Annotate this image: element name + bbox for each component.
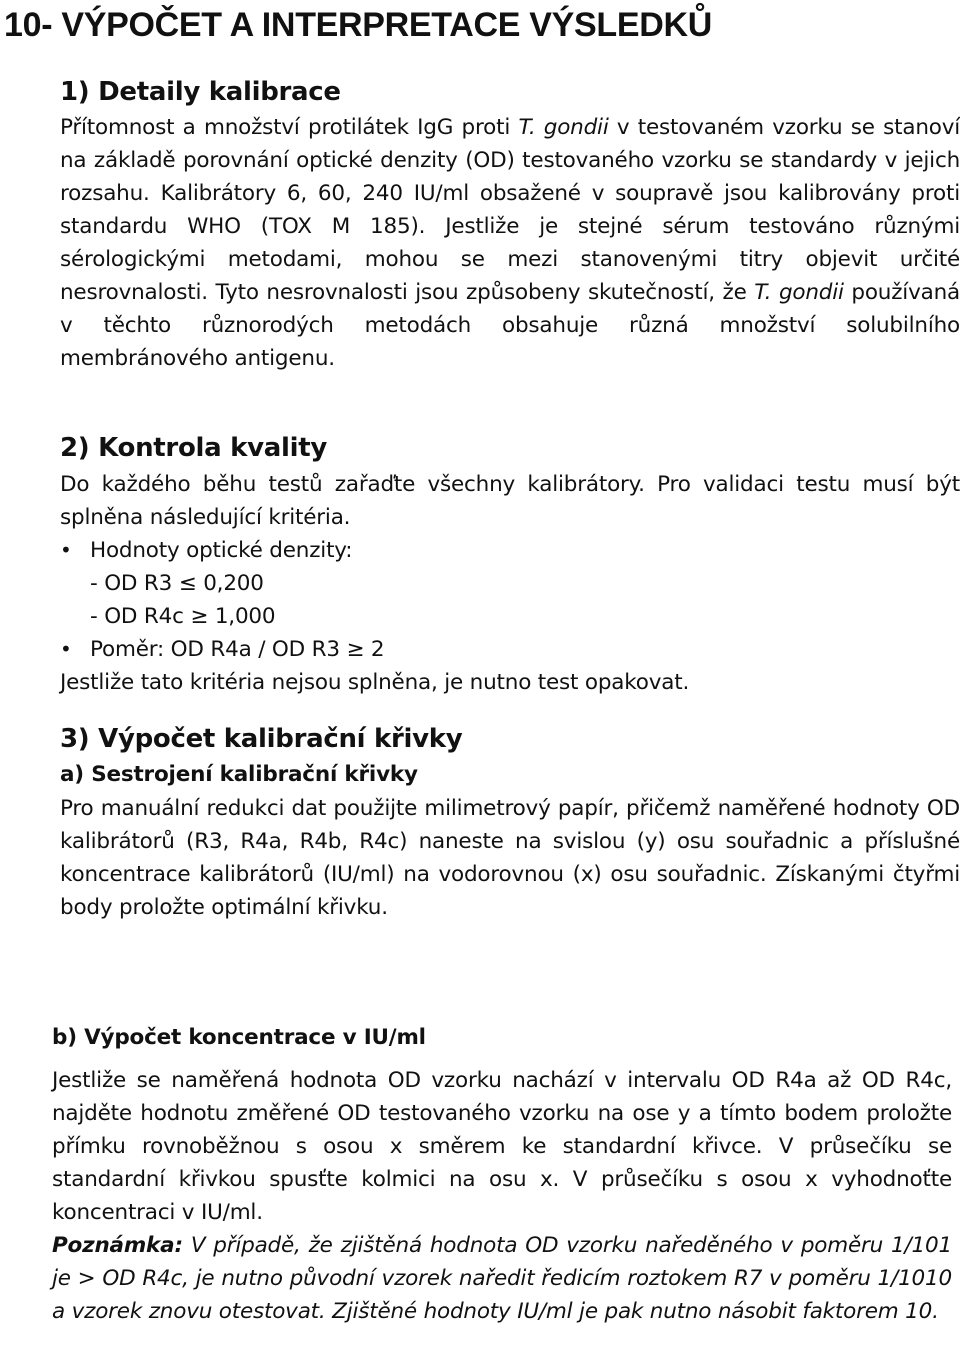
note-paragraph xyxy=(52,1229,952,1328)
paragraph-text: používaná v těchto různorodých metodách obsahuje různá množství solubilního membránového antigenu. xyxy=(60,280,960,371)
organism-name: T. gondii xyxy=(754,280,844,305)
section-3-heading: 3) Výpočet kalibrační křivky xyxy=(60,724,463,754)
paragraph-text: v testovaném vzorku se stanoví na základě porovnání optické denzity (OD) testovaného vzorku se standardy v jejich rozsahu. Kalibrátory 6, 60, 240 IU/ml obsažené v soupravě jsou kalibrovány proti standardu WHO (TOX M 185). Jestliže je stejné sérum testováno různými sérologickými metodami, mohou se mezi stanovenými titry objevit určité nesrovnalosti. Tyto nesrovnalosti jsou způsobeny skutečností, že xyxy=(60,115,960,305)
note-label: Poznámka: xyxy=(52,1233,183,1258)
bullet-od-values: Hodnoty optické denzity: xyxy=(90,538,353,563)
bullet-icon: • xyxy=(60,538,72,562)
section-1-heading: 1) Detaily kalibrace xyxy=(60,77,341,107)
bullet-ratio: Poměr: OD R4a / OD R3 ≥ 2 xyxy=(90,637,385,662)
subsection-b-heading: b) Výpočet koncentrace v IU/ml xyxy=(52,1025,426,1050)
section-2-closing: Jestliže tato kritéria nejsou splněna, je nutno test opakovat. xyxy=(60,670,690,695)
page-title: 10- VÝPOČET A INTERPRETACE VÝSLEDKŮ xyxy=(4,6,713,44)
subsection-b-text: Jestliže se naměřená hodnota OD vzorku nachází v intervalu OD R4a až OD R4c, najděte hodnotu změřené OD testovaného vzorku na ose y a tímto bodem proložte přímku rovnoběžnou s osou x směrem ke standardní křivce. V průsečíku se standardní křivkou spusťte kolmici na osu x. V průsečíku s osou x vyhodnoťte koncentraci v IU/ml. xyxy=(52,1068,952,1225)
subsection-a-text: Pro manuální redukci dat použijte milimetrový papír, přičemž naměřené hodnoty OD kalibrátorů (R3, R4a, R4b, R4c) naneste na svislou (y) osu souřadnic a příslušné koncentrace kalibrátorů (IU/ml) na vodorovnou (x) osu souřadnic. Získanými čtyřmi body proložte optimální křivku. xyxy=(60,796,960,920)
criterion-r4c: - OD R4c ≥ 1,000 xyxy=(90,604,276,629)
organism-name: T. gondii xyxy=(518,115,609,140)
subsection-a-heading: a) Sestrojení kalibrační křivky xyxy=(60,762,418,787)
bullet-icon: • xyxy=(60,637,72,661)
paragraph-text: Přítomnost a množství protilátek IgG proti xyxy=(60,115,519,140)
note-text: V případě, že zjištěná hodnota OD vzorku naředěného v poměru 1/101 je > OD R4c, je nutno původní vzorek naředit ředicím roztokem R7 v poměru 1/1010 a vzorek znovu otestovat. Zjištěné hodnoty IU/ml je pak nutno násobit faktorem 10. xyxy=(52,1233,952,1324)
section-1-paragraph xyxy=(60,111,960,375)
section-2-heading: 2) Kontrola kvality xyxy=(60,433,327,463)
section-2-intro: Do každého běhu testů zařaďte všechny kalibrátory. Pro validaci testu musí být splněna následující kritéria. xyxy=(60,472,960,530)
criterion-r3: - OD R3 ≤ 0,200 xyxy=(90,571,264,596)
